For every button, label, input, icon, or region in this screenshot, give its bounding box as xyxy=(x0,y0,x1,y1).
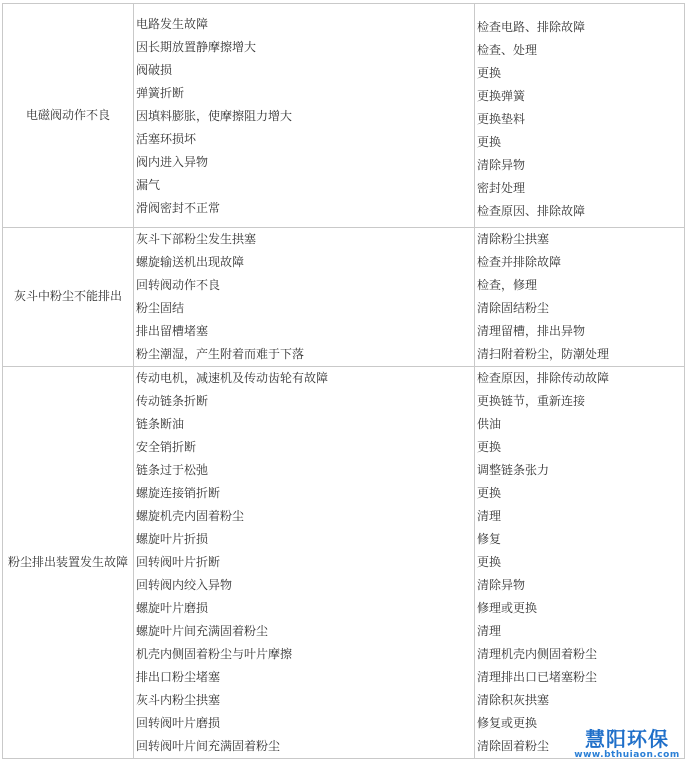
brand-watermark xyxy=(568,728,686,764)
cause-item: 螺旋连接销折断 xyxy=(136,486,221,500)
fix-item: 清除积灰拱塞 xyxy=(477,693,550,707)
fix-item: 清理排出口已堵塞粉尘 xyxy=(477,670,598,684)
cause-item: 排出留槽堵塞 xyxy=(136,324,209,338)
cause-item: 螺旋输送机出现故障 xyxy=(136,255,245,269)
cause-item: 螺旋叶片折损 xyxy=(136,532,209,546)
fix-item: 供油 xyxy=(477,417,502,431)
fault-name: 灰斗中粉尘不能排出 xyxy=(13,289,122,304)
cause-item: 安全销折断 xyxy=(136,440,197,454)
cause-cell xyxy=(134,367,475,759)
fix-item: 清理留槽，排出异物 xyxy=(477,324,586,338)
cause-item: 活塞环损坏 xyxy=(136,132,197,146)
cause-item: 螺旋机壳内固着粉尘 xyxy=(136,509,245,523)
fix-item: 清理 xyxy=(477,624,502,638)
fix-item: 清除固结粉尘 xyxy=(477,301,550,315)
fix-cell xyxy=(475,228,685,367)
fault-name: 电磁阀动作不良 xyxy=(25,107,110,122)
watermark-url: www.bthuiaon.com xyxy=(574,750,680,760)
cause-item: 传动电机，减速机及传动齿轮有故障 xyxy=(136,371,329,385)
fault-name-cell xyxy=(3,367,134,759)
cause-item: 灰斗下部粉尘发生拱塞 xyxy=(136,232,257,246)
table-row xyxy=(3,228,685,367)
fix-item: 更换 xyxy=(477,66,502,80)
cause-item: 灰斗内粉尘拱塞 xyxy=(136,693,221,707)
fix-item: 更换垫料 xyxy=(477,112,526,126)
fix-item: 更换链节，重新连接 xyxy=(477,394,586,408)
fix-item: 检查并排除故障 xyxy=(477,255,562,269)
watermark-brand: 慧阳环保 xyxy=(585,727,669,751)
cause-item: 电路发生故障 xyxy=(136,17,209,31)
cause-item: 因长期放置静摩擦增大 xyxy=(136,40,257,54)
cause-item: 机壳内侧固着粉尘与叶片摩擦 xyxy=(136,647,293,661)
cause-item: 粉尘固结 xyxy=(136,301,185,315)
table-row xyxy=(3,4,685,228)
fix-item: 修复或更换 xyxy=(477,716,538,730)
fix-item: 清除异物 xyxy=(477,578,526,592)
cause-item: 传动链条折断 xyxy=(136,394,209,408)
cause-item: 漏气 xyxy=(136,178,161,192)
fix-item: 清除异物 xyxy=(477,158,526,172)
fix-item: 更换 xyxy=(477,440,502,454)
fix-item: 更换弹簧 xyxy=(477,89,526,103)
cause-item: 螺旋叶片磨损 xyxy=(136,601,209,615)
cause-cell xyxy=(134,228,475,367)
fix-item: 清除固着粉尘 xyxy=(477,739,550,753)
fix-item: 检查、处理 xyxy=(477,43,538,57)
fault-table xyxy=(2,3,685,759)
fix-item: 清除粉尘拱塞 xyxy=(477,232,550,246)
cause-item: 滑阀密封不正常 xyxy=(136,201,221,215)
cause-item: 回转阀叶片折断 xyxy=(136,555,221,569)
cause-item: 回转阀叶片磨损 xyxy=(136,716,221,730)
cause-item: 回转阀叶片间充满固着粉尘 xyxy=(136,739,281,753)
fault-name-cell xyxy=(3,228,134,367)
fix-item: 密封处理 xyxy=(477,181,526,195)
fix-item: 调整链条张力 xyxy=(477,463,550,477)
fix-item: 清理 xyxy=(477,509,502,523)
cause-item: 链条过于松弛 xyxy=(136,463,209,477)
cause-item: 阀破损 xyxy=(136,63,173,77)
fix-item: 修复 xyxy=(477,532,502,546)
fix-cell xyxy=(475,367,685,759)
fix-item: 清扫附着粉尘，防潮处理 xyxy=(477,347,610,361)
table-row xyxy=(3,367,685,759)
cause-item: 链条断油 xyxy=(136,417,185,431)
cause-item: 排出口粉尘堵塞 xyxy=(136,670,221,684)
fault-name-cell xyxy=(3,4,134,228)
fix-item: 清理机壳内侧固着粉尘 xyxy=(477,647,598,661)
fix-item: 修理或更换 xyxy=(477,601,538,615)
fix-item: 检查，修理 xyxy=(477,278,538,292)
fix-cell xyxy=(475,4,685,228)
cause-cell xyxy=(134,4,475,228)
cause-item: 阀内进入异物 xyxy=(136,155,209,169)
fix-item: 检查电路、排除故障 xyxy=(477,20,586,34)
fix-item: 更换 xyxy=(477,486,502,500)
fix-item: 更换 xyxy=(477,555,502,569)
cause-item: 回转阀内绞入异物 xyxy=(136,578,233,592)
cause-item: 弹簧折断 xyxy=(136,86,185,100)
cause-item: 回转阀动作不良 xyxy=(136,278,221,292)
cause-item: 螺旋叶片间充满固着粉尘 xyxy=(136,624,269,638)
fault-name: 粉尘排出装置发生故障 xyxy=(7,554,128,569)
fix-item: 检查原因，排除传动故障 xyxy=(477,371,610,385)
fix-item: 更换 xyxy=(477,135,502,149)
cause-item: 粉尘潮湿，产生附着而难于下落 xyxy=(136,347,305,361)
fix-item: 检查原因、排除故障 xyxy=(477,204,586,218)
cause-item: 因填料膨胀，使摩擦阻力增大 xyxy=(136,109,293,123)
